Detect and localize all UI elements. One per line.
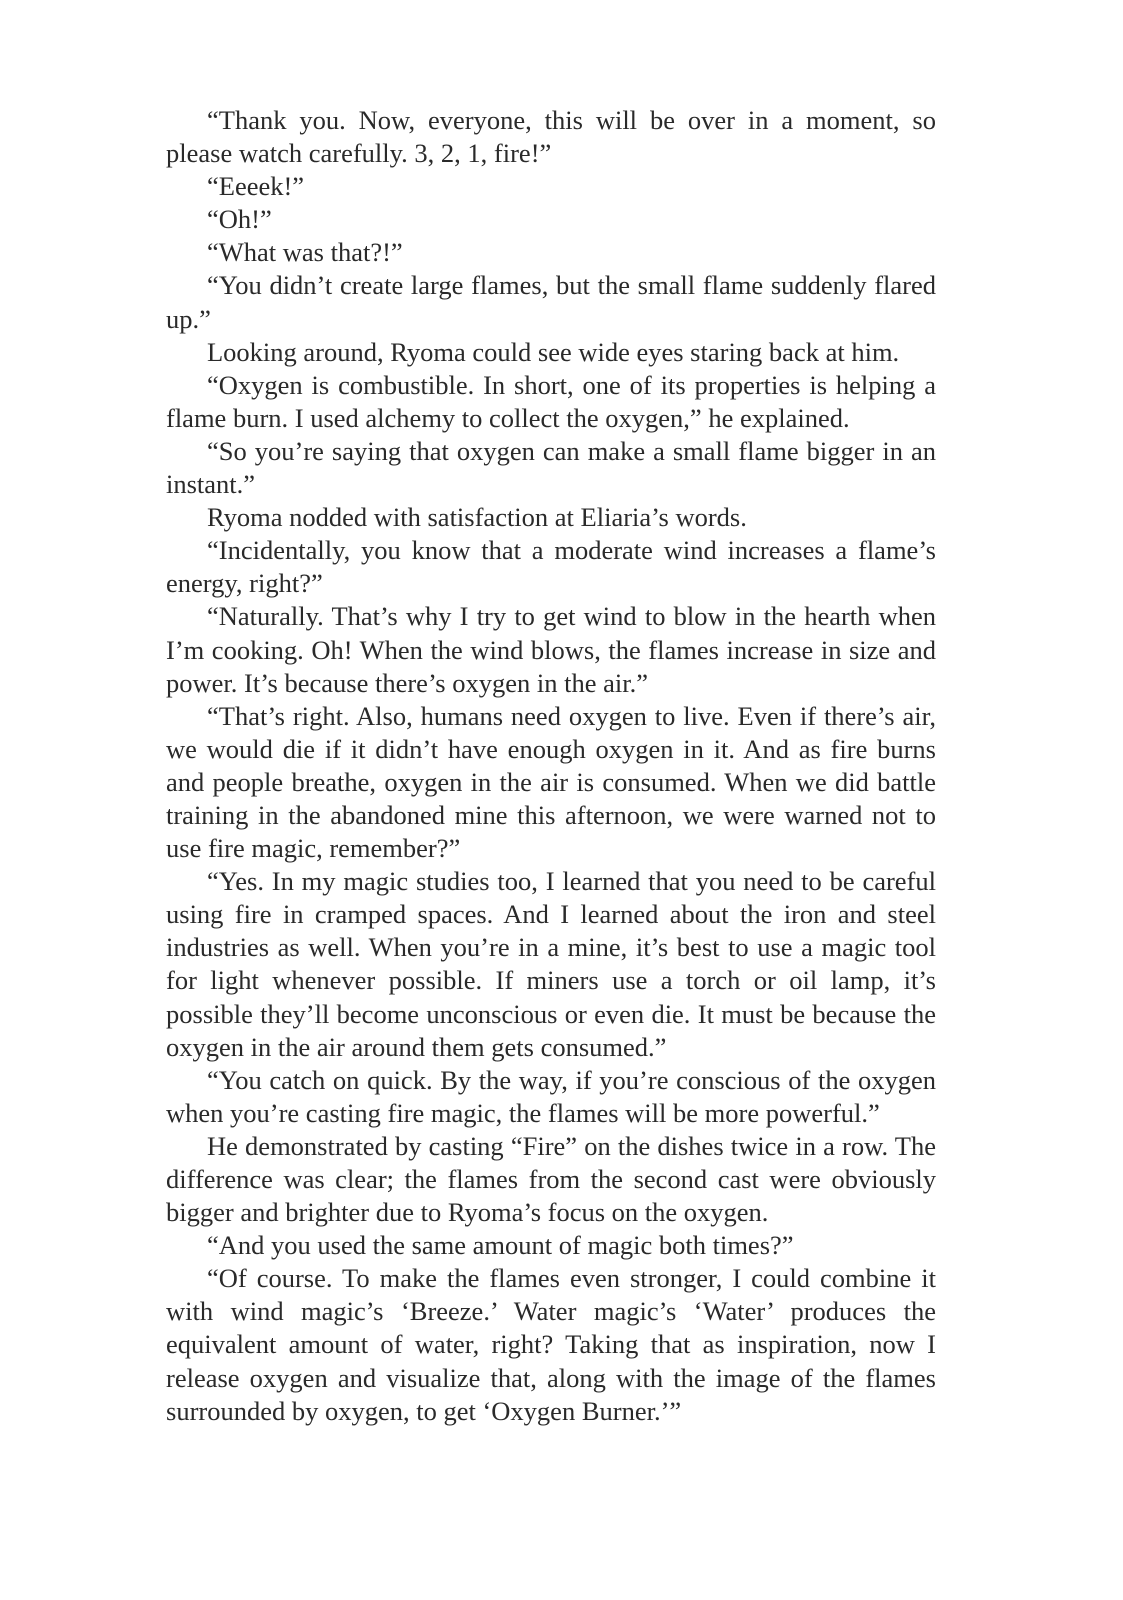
paragraph: “You catch on quick. By the way, if you’re conscious of the oxygen when you’re casting fire magic, the flames will be more powerful.” [166, 1064, 936, 1128]
paragraph: “Eeeek!” [207, 171, 305, 202]
paragraph: “Oxygen is combustible. In short, one of its properties is helping a flame burn. I used alchemy to collect the oxygen,” he explained. [166, 369, 936, 433]
paragraph: Ryoma nodded with satisfaction at Eliaria’s words. [207, 502, 747, 533]
body-text [166, 104, 936, 1428]
paragraph: He demonstrated by casting “Fire” on the dishes twice in a row. The difference was clear; the flames from the second cast were obviously bigger and brighter due to Ryoma’s focus on the oxygen. [166, 1130, 936, 1228]
paragraph: “Naturally. That’s why I try to get wind to blow in the hearth when I’m cooking. Oh! When the wind blows, the flames increase in size and power. It’s because there’s oxygen in the air.” [166, 601, 936, 698]
paragraph: “Of course. To make the flames even stronger, I could combine it with wind magic’s ‘Breeze.’ Water magic’s ‘Water’ produces the equivalent amount of water, right? Taking that as inspiration, now I release oxygen and visualize that, along with the image of the flames surrounded by oxygen, to get ‘Oxygen Burner.’” [166, 1263, 936, 1426]
paragraph: “Yes. In my magic studies too, I learned that you need to be careful using fire in cramped spaces. And I learned about the iron and steel industries as well. When you’re in a mine, it’s best to use a magic tool for light whenever possible. If miners use a torch or oil lamp, it’s possible they’ll become unconscious or even die. It must be because the oxygen in the air around them gets consumed.” [166, 866, 936, 1062]
paragraph: “What was that?!” [207, 237, 403, 268]
paragraph: “That’s right. Also, humans need oxygen to live. Even if there’s air, we would die if it didn’t have enough oxygen in it. And as fire burns and people breathe, oxygen in the air is consumed. When we did battle training in the abandoned mine this afternoon, we were warned not to use fire magic, remember?” [166, 700, 936, 864]
paragraph: “Oh!” [207, 204, 272, 235]
paragraph: “You didn’t create large flames, but the small flame suddenly flared up.” [166, 270, 936, 334]
paragraph: Looking around, Ryoma could see wide eyes staring back at him. [207, 336, 900, 367]
paragraph: “So you’re saying that oxygen can make a small flame bigger in an instant.” [166, 435, 936, 500]
paragraph: “And you used the same amount of magic both times?” [207, 1230, 794, 1261]
paragraph: “Incidentally, you know that a moderate wind increases a flame’s energy, right?” [166, 535, 936, 599]
paragraph: “Thank you. Now, everyone, this will be over in a moment, so please watch carefully. 3, 2, 1, fire!” [166, 105, 936, 169]
